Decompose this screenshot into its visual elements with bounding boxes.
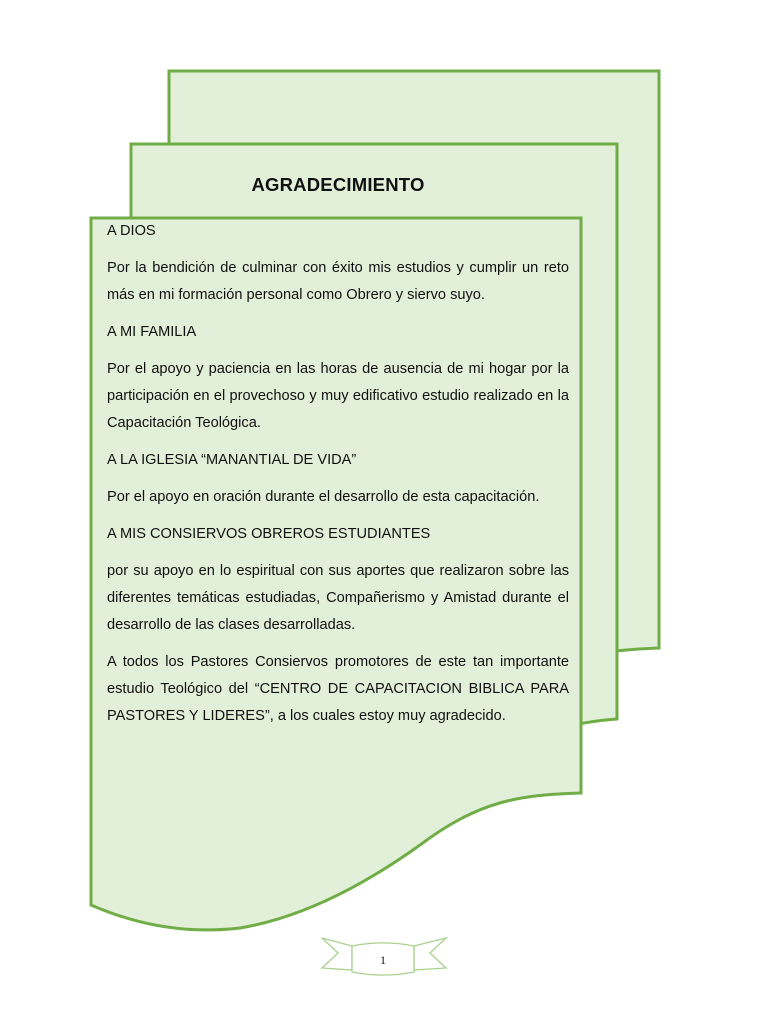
section-heading-familia: A MI FAMILIA: [107, 324, 197, 340]
acknowledgement-body: [107, 218, 569, 740]
closing-paragraph: A todos los Pastores Consiervos promotores de este tan importante estudio Teológico del “CENTRO DE CAPACITACION BIBLICA PARA PASTORES Y LIDERES”, a los cuales estoy muy agradecido.: [107, 654, 569, 724]
section-text-consiervos: por su apoyo en lo espiritual con sus aportes que realizaron sobre las diferentes temáticas estudiadas, Compañerismo y Amistad durante el desarrollo de las clases desarrolladas.: [107, 563, 569, 633]
section-text-dios: Por la bendición de culminar con éxito mis estudios y cumplir un reto más en mi formación personal como Obrero y siervo suyo.: [107, 260, 569, 303]
section-text-familia: Por el apoyo y paciencia en las horas de ausencia de mi hogar por la participación en el provechoso y muy edificativo estudio realizado en la Capacitación Teológica.: [107, 361, 569, 431]
section-heading-iglesia: A LA IGLESIA “MANANTIAL DE VIDA”: [107, 452, 357, 468]
ribbon-right-tail: [414, 938, 446, 970]
section-heading-dios: A DIOS: [107, 223, 156, 239]
ribbon-left-tail: [322, 938, 352, 970]
section-text-iglesia: Por el apoyo en oración durante el desarrollo de esta capacitación.: [107, 489, 540, 505]
section-heading-consiervos: A MIS CONSIERVOS OBREROS ESTUDIANTES: [107, 526, 431, 542]
page-title: AGRADECIMIENTO: [251, 174, 425, 195]
page-number: 1: [380, 953, 386, 967]
